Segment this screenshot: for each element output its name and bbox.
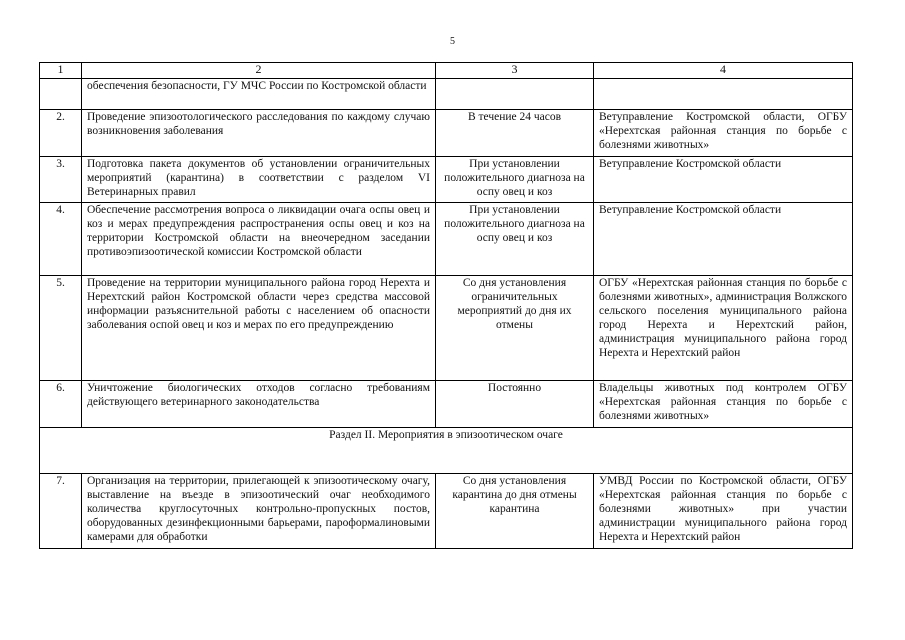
responsible-text: Владельцы животных под контролем ОГБУ «Нерехтская районная станция по борьбе с болезнями животных» xyxy=(594,381,853,428)
table-row xyxy=(40,79,853,110)
measures-table xyxy=(39,62,853,549)
responsible-text: ОГБУ «Нерехтская районная станция по борьбе с болезнями животных», администрация Волжского сельского поселения муниципального района город Нерехта и Нерехтский район, администрация муниципального района город Нерехта и Нерехтский район xyxy=(594,276,853,381)
measure-text: обеспечения безопасности, ГУ МЧС России по Костромской области xyxy=(82,79,436,110)
responsible-text: Ветуправление Костромской области xyxy=(594,157,853,203)
measure-text: Уничтожение биологических отходов согласно требованиям действующего ветеринарного законодательства xyxy=(82,381,436,428)
deadline-text: При установлении положительного диагноза на оспу овец и коз xyxy=(436,203,594,276)
measure-text: Подготовка пакета документов об установлении ограничительных мероприятий (карантина) в соответствии с разделом VI Ветеринарных правил xyxy=(82,157,436,203)
deadline-text: При установлении положительного диагноза на оспу овец и коз xyxy=(436,157,594,203)
row-number: 7. xyxy=(40,474,82,549)
measure-text: Проведение эпизоотологического расследования по каждому случаю возникновения заболевания xyxy=(82,110,436,157)
table-row xyxy=(40,381,853,428)
row-number: 3. xyxy=(40,157,82,203)
responsible-text: Ветуправление Костромской области xyxy=(594,203,853,276)
section-row xyxy=(40,428,853,474)
page-number: 5 xyxy=(450,36,455,47)
responsible-text: Ветуправление Костромской области, ОГБУ «Нерехтская районная станция по борьбе с болезнями животных» xyxy=(594,110,853,157)
measure-text: Обеспечение рассмотрения вопроса о ликвидации очага оспы овец и коз и мерах предупреждения распространения оспы овец и коз на территории Костромской области на внеочередном заседании противоэпизоотической комиссии Костромской области xyxy=(82,203,436,276)
header-cell-4: 4 xyxy=(594,63,853,79)
deadline-text xyxy=(436,79,594,110)
deadline-text: Со дня установления карантина до дня отмены карантина xyxy=(436,474,594,549)
row-number: 6. xyxy=(40,381,82,428)
row-number: 2. xyxy=(40,110,82,157)
responsible-text: УМВД России по Костромской области, ОГБУ «Нерехтская районная станция по борьбе с болезнями животных» при участии администрации муниципального района город Нерехта и Нерехтский район xyxy=(594,474,853,549)
table-row xyxy=(40,203,853,276)
responsible-text xyxy=(594,79,853,110)
row-number xyxy=(40,79,82,110)
section-title: Раздел II. Мероприятия в эпизоотическом очаге xyxy=(40,428,853,474)
header-cell-2: 2 xyxy=(82,63,436,79)
table-row xyxy=(40,276,853,381)
deadline-text: Со дня установления ограничительных мероприятий до дня их отмены xyxy=(436,276,594,381)
deadline-text: Постоянно xyxy=(436,381,594,428)
table-row xyxy=(40,110,853,157)
deadline-text: В течение 24 часов xyxy=(436,110,594,157)
row-number: 5. xyxy=(40,276,82,381)
header-row xyxy=(40,63,853,79)
measure-text: Организация на территории, прилегающей к эпизоотическому очагу, выставление на въезде в эпизоотический очаг необходимого количества круглосуточных контрольно-пропускных постов, оборудованных дезинфекционными барьерами, пароформалиновыми камерами для обработки xyxy=(82,474,436,549)
table-row xyxy=(40,474,853,549)
table-row xyxy=(40,157,853,203)
measure-text: Проведение на территории муниципального района город Нерехта и Нерехтский район Костромской области через средства массовой информации разъяснительной работы с населением об опасности заболевания оспой овец и коз и мерах по его предупреждению xyxy=(82,276,436,381)
row-number: 4. xyxy=(40,203,82,276)
header-cell-1: 1 xyxy=(40,63,82,79)
header-cell-3: 3 xyxy=(436,63,594,79)
